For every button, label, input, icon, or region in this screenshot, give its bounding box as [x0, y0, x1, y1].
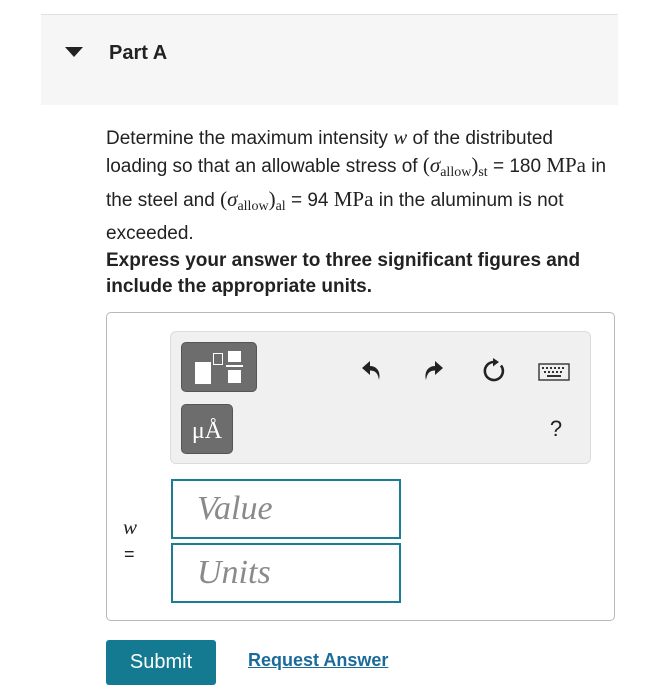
instruction-text: Express your answer to three significant figures and include the appropriate units. [106, 250, 581, 297]
redo-icon[interactable] [420, 358, 446, 384]
problem-text: of the distributed loading so that an allowable stress of [106, 128, 553, 177]
problem-text: in the steel and [106, 156, 607, 211]
math-unit: MPa [546, 153, 586, 177]
request-answer-link[interactable]: Request Answer [248, 650, 389, 670]
math-paren: ( [220, 187, 228, 211]
math-sigma: σ [429, 153, 441, 177]
math-subscript: al [275, 199, 286, 214]
math-unit: MPa [333, 187, 374, 211]
help-button[interactable]: ? [549, 416, 563, 441]
triangle-down-icon[interactable] [65, 47, 83, 57]
answer-equals: = [124, 544, 135, 564]
math-paren: ) [268, 187, 276, 211]
value-input[interactable] [171, 479, 401, 539]
units-button[interactable]: μÅ [181, 404, 233, 454]
math-toolbar [170, 331, 591, 464]
units-input[interactable] [171, 543, 401, 603]
math-subscript: allow [237, 199, 269, 214]
part-header[interactable] [41, 15, 618, 105]
undo-icon[interactable] [359, 358, 385, 384]
problem-text: in the aluminum is not exceeded. [106, 190, 564, 244]
problem-text: = 94 [285, 190, 334, 211]
keyboard-icon[interactable] [538, 363, 570, 381]
math-subscript: st [478, 165, 488, 180]
submit-button[interactable]: Submit [106, 640, 216, 685]
math-paren: ( [422, 153, 430, 177]
math-paren: ) [471, 153, 479, 177]
math-sigma: σ [227, 187, 238, 211]
part-title: Part A [109, 42, 168, 64]
problem-statement [106, 124, 616, 247]
math-subscript: allow [440, 165, 472, 180]
problem-text: = 180 [487, 156, 547, 177]
reset-icon[interactable] [480, 357, 508, 385]
problem-text: Determine the maximum intensity [106, 128, 394, 149]
math-variable: w [393, 125, 408, 149]
answer-box [106, 312, 615, 621]
answer-variable: w [123, 515, 138, 539]
templates-icon[interactable] [181, 342, 257, 392]
